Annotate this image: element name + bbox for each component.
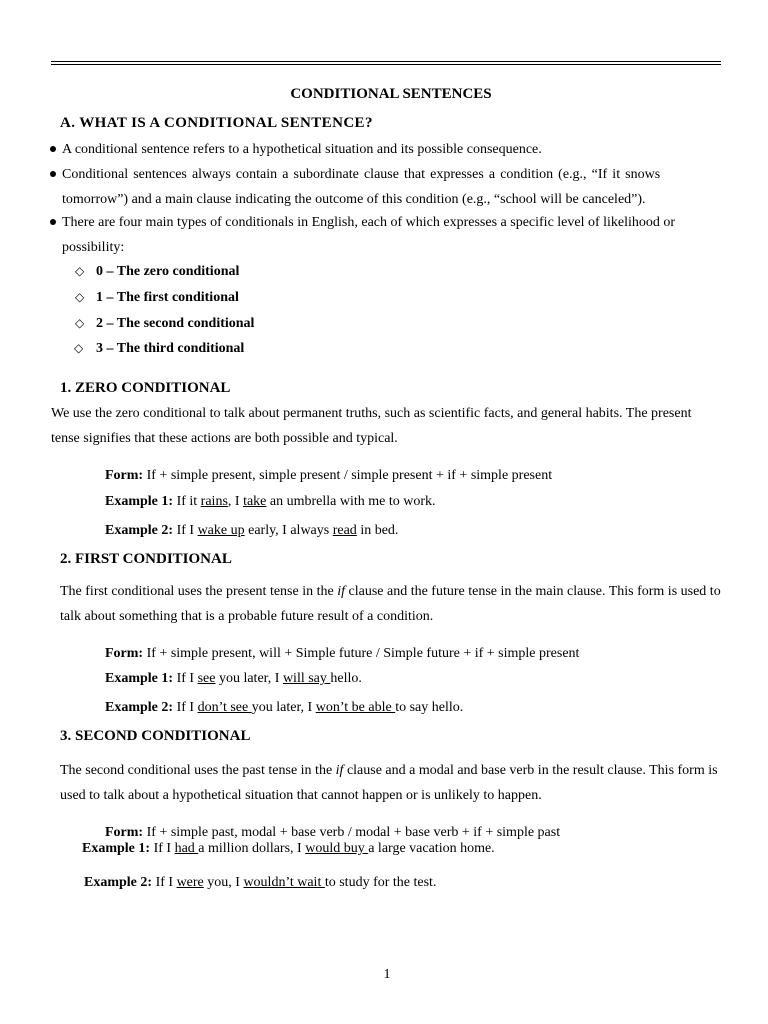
type-item-2: 2 – The second conditional	[96, 316, 255, 331]
zero-example-1: Example 1: If it rains, I take an umbrella with me to work.	[105, 494, 436, 509]
first-form	[105, 647, 579, 661]
form-label: Form:	[105, 825, 144, 840]
section-a-bullet-2-line-2: tomorrow”) and a main clause indicating the outcome of this condition (e.g., “school will be canceled”).	[62, 192, 646, 207]
form-label: Form:	[105, 468, 144, 483]
example-label: Example 2:	[84, 875, 153, 890]
type-item-0: 0 – The zero conditional	[96, 264, 240, 279]
second-paragraph-line-1: The second conditional uses the past tense in the if clause and a modal and base verb in the result clause. This form is	[60, 763, 718, 778]
diamond-bullet-icon: ◇	[75, 290, 85, 304]
section-a-bullet-1: A conditional sentence refers to a hypothetical situation and its possible consequence.	[62, 142, 542, 157]
example-label: Example 1:	[105, 494, 174, 509]
zero-example-2: Example 2: If I wake up early, I always read in bed.	[105, 523, 399, 538]
zero-paragraph-line-1: We use the zero conditional to talk about permanent truths, such as scientific facts, and general habits. The present	[51, 406, 692, 421]
type-item-1: 1 – The first conditional	[96, 290, 239, 305]
page-number: 1	[383, 967, 391, 982]
bullet-icon	[50, 219, 56, 225]
example-label: Example 2:	[105, 523, 174, 538]
example-label: Example 2:	[105, 700, 174, 715]
section-a-heading: A. WHAT IS A CONDITIONAL SENTENCE?	[60, 115, 373, 131]
second-example-2: Example 2: If I were you, I wouldn’t wait to study for the test.	[84, 875, 437, 890]
section-a-bullet-3-line-1: There are four main types of conditionals in English, each of which expresses a specific level of likelihood or	[62, 215, 676, 230]
form-text: If + simple past, modal + base verb / modal + base verb + if + simple past	[146, 825, 561, 840]
form-text: If + simple present, will + Simple future / Simple future + if + simple present	[146, 646, 580, 661]
second-example-1: Example 1: If I had a million dollars, I would buy a large vacation home.	[82, 841, 495, 856]
first-paragraph-line-1: The first conditional uses the present tense in the if clause and the future tense in the main clause. This form is used to	[60, 584, 721, 599]
second-paragraph-line-2: used to talk about a hypothetical situation that cannot happen or is unlikely to happen.	[60, 788, 542, 803]
first-conditional-heading: 2. FIRST CONDITIONAL	[60, 551, 232, 567]
form-label: Form:	[105, 646, 144, 661]
bullet-icon	[50, 146, 56, 152]
top-rule-2	[51, 64, 721, 65]
diamond-bullet-icon: ◇	[74, 341, 84, 355]
second-conditional-heading: 3. SECOND CONDITIONAL	[60, 728, 251, 744]
first-paragraph-line-2: talk about something that is a probable future result of a condition.	[60, 609, 434, 624]
first-example-2: Example 2: If I don’t see you later, I won’t be able to say hello.	[105, 700, 464, 715]
first-example-1: Example 1: If I see you later, I will say hello.	[105, 671, 362, 686]
example-label: Example 1:	[82, 841, 151, 856]
diamond-bullet-icon: ◇	[75, 264, 85, 278]
document-title: CONDITIONAL SENTENCES	[290, 86, 492, 102]
zero-paragraph-line-2: tense signifies that these actions are both possible and typical.	[51, 431, 398, 446]
section-a-bullet-2-line-1: Conditional sentences always contain a subordinate clause that expresses a condition (e.g., “If it snows	[62, 167, 661, 182]
top-rule-1	[51, 61, 721, 62]
section-a-bullet-3-line-2: possibility:	[62, 240, 125, 255]
bullet-icon	[50, 171, 56, 177]
example-label: Example 1:	[105, 671, 174, 686]
zero-form	[105, 469, 552, 483]
diamond-bullet-icon: ◇	[75, 316, 85, 330]
second-form	[105, 826, 560, 840]
zero-conditional-heading: 1. ZERO CONDITIONAL	[60, 380, 231, 396]
form-text: If + simple present, simple present / simple present + if + simple present	[146, 468, 553, 483]
type-item-3: 3 – The third conditional	[96, 341, 245, 356]
